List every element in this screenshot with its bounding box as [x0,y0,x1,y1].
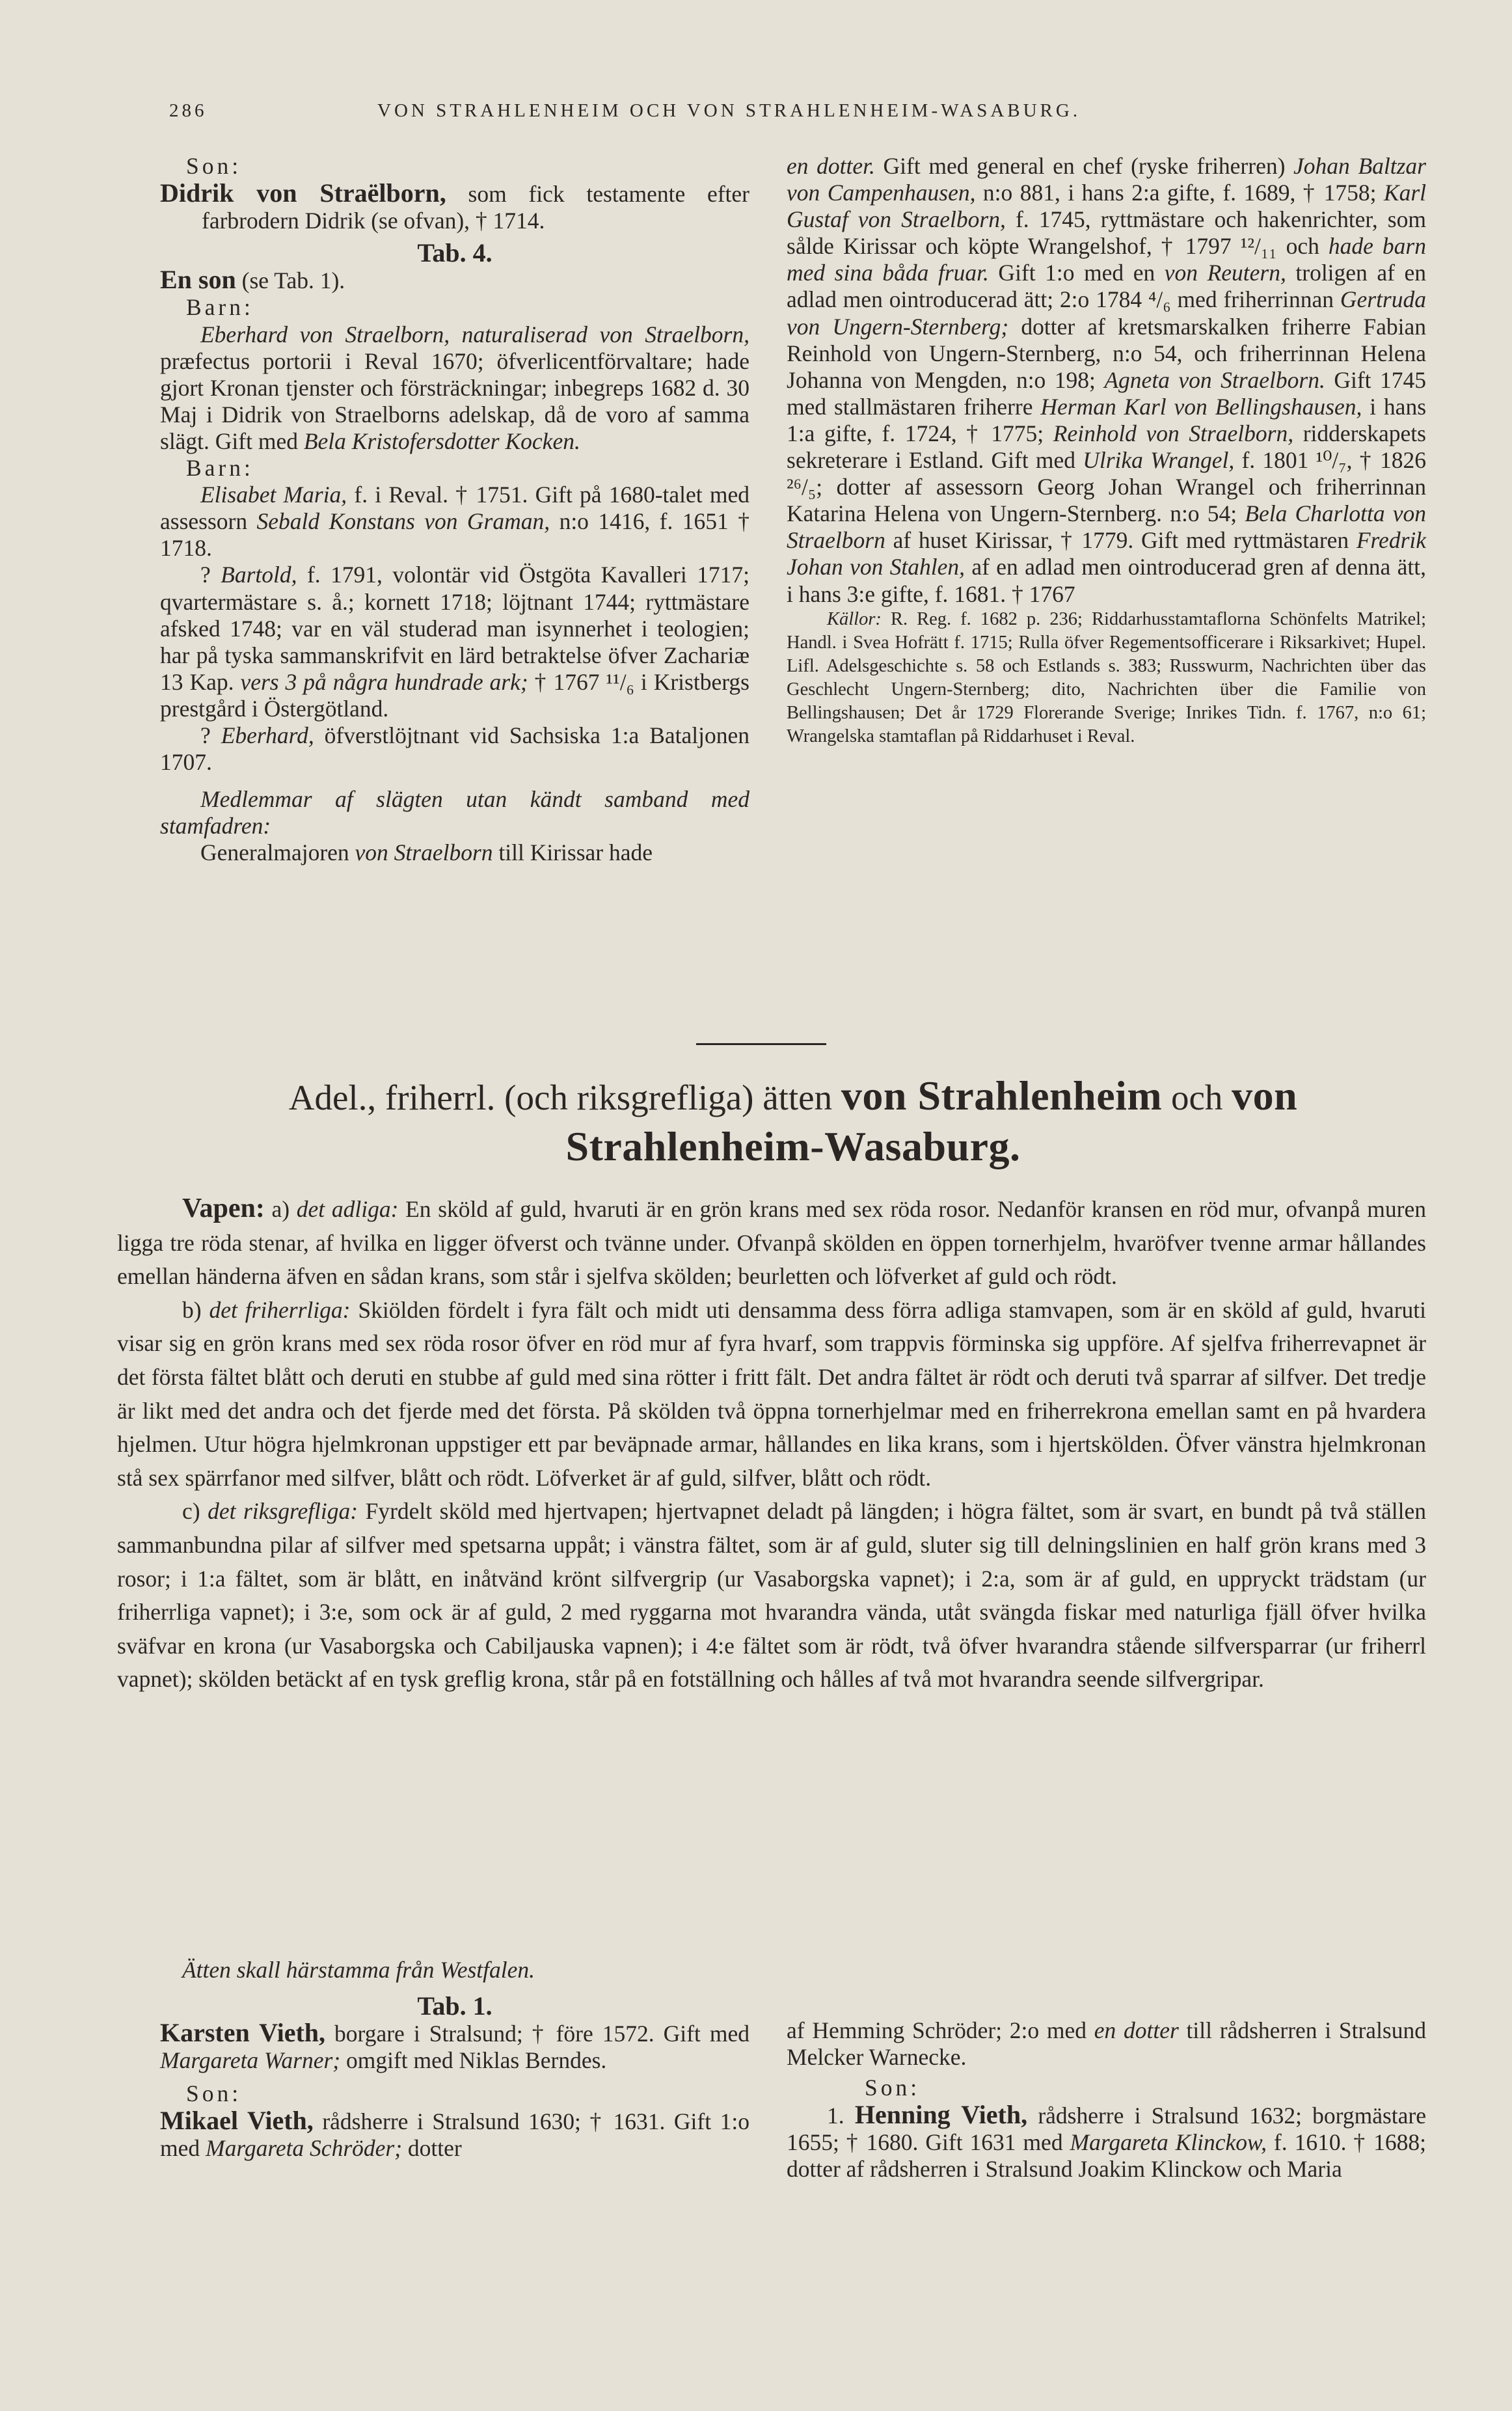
entry-italic: von Reutern, [1164,260,1286,286]
entry-marker: ? [200,722,221,748]
entry-italic: Sebald Konstans von Graman, [256,508,550,535]
tab-heading: Tab. 1. [417,1991,493,2021]
entry-marker: 1. [827,2103,855,2129]
entry-text: af huset Kirissar, † 1779. Gift med ryttmästaren [885,527,1357,554]
entry-text: ridderskapets sekreterare i Estland. Gift med [787,420,1426,474]
entry-italic: Bela Charlotta von Straelborn [787,500,1426,554]
entry-italic: Karl Gustaf von Straelborn, [787,180,1426,233]
person-name: En son [160,265,236,295]
entry-italic: Gertruda von Ungern-Sternberg; [787,286,1426,340]
right-column-bottom [787,2017,1426,2183]
person-name: Karsten Vieth, [160,2018,326,2048]
family-name-1: von Strahlenheim [841,1072,1163,1119]
son-label: Son: [865,2075,921,2101]
arms-c-title: det riksgrefliga: [208,1498,358,1525]
entry-italic: Ulrika Wrangel, [1083,447,1235,474]
arms-a-title: det adliga: [296,1196,399,1222]
section-divider [696,1043,826,1045]
barn-label: Barn: [186,455,254,482]
entry-italic: en dotter [1094,2017,1179,2043]
entry-text: f. i Reval. † 1751. Gift på 1680-talet med assessorn [160,482,749,535]
entry-text: af Hemming Schröder; 2:o med [787,2017,1094,2043]
son-label: Son: [186,153,242,179]
entry-italic: Eberhard, [221,722,314,748]
entry-italic: Fredrik Johan von Stahlen, [787,527,1426,580]
entry-italic: Agneta von Straelborn. [1104,366,1325,393]
entry-text: af en adlad men ointroducerad gren af denna ätt, i hans 3:e gifte, f. 1681. † 1767 [787,554,1426,607]
entry-italic: Reinhold von Straelborn, [1053,420,1294,446]
entry-marker: ? [200,562,221,588]
person-name: Mikael Vieth, [160,2106,314,2136]
right-column-top [787,153,1426,748]
origin-text: Ätten skall härstamma från Westfalen. [182,1957,535,1983]
entry-italic: Eberhard von Straelborn, naturaliserad von Straelborn, [200,321,749,347]
entry-text: f. 1745, ryttmästare och hakenrichter, som sålde Kirissar och köpte Wrangelshof, † 1797 ¹²/₁₁ och [787,206,1426,260]
entry-italic: Elisabet Maria, [200,482,347,508]
son-label: Son: [186,2080,242,2107]
entry-text: Gift 1745 med stallmästaren friherre [787,366,1427,420]
origin-line [182,1957,768,1983]
family-heading [160,1072,1426,1172]
arms-c-text: Fyrdelt sköld med hjertvapen; hjertvapnet deladt på längden; i högra fältet, som är svart, en bundt på två ställen sammanbundna pilar af silfver med spetsarna uppåt; i vänstra fältet, som är af guld, sluter sig till delningslinien en half grön krans med 3 rosor; i 1:a fältet, som är blått, en inåtvänd krönt silfvergrip (ur Vasaborgska vapnet); i 2:a, som är af guld, en uppryckt trädstam (ur friherrliga vapnet); i 3:e, som ock är af guld, 2 med ryggarna mot hvarandra vända, utåt svängda fiskar med naturliga fjäll öfver hvilka sväfvar en krona (ur Vasaborgska och Cabiljauska vapnen); i 4:e fältet som är rödt, två öfver hvarandra stående silfversparrar (ur friherrl vapnet); skölden betäckt af en tysk greflig krona, står på en fotställning och hålles af två mot hvarandra seende silfvergripar. [117,1498,1426,1693]
arms-section [117,1192,1426,1696]
entry-text: (se Tab. 1). [236,267,345,294]
entry-text: † 1767 ¹¹/₆ i Kristbergs prestgård i Östergötland. [160,668,749,722]
entry-text: f. 1610. † 1688; dotter af rådsherren i Stralsund Joakim Klinckow och Maria [787,2129,1426,2183]
entry-italic: Herman Karl von Bellingshausen, [1040,393,1362,420]
entry-text: n:o 881, i hans 2:a gifte, f. 1689, † 1758; [975,180,1384,206]
entry-text: dotter [402,2135,462,2162]
person-name: Henning Vieth, [854,2100,1028,2130]
entry-italic: en dotter. [787,153,875,179]
family-heading-mid: och [1162,1078,1232,1117]
entry-italic: Margareta Schröder; [206,2135,403,2162]
arms-b-label: b) [182,1296,209,1323]
entry-italic: Johan Baltzar von Campenhausen, [787,153,1426,206]
entry-text: præfectus portorii i Reval 1670; öfverlicentförvaltare; hade gjort Kronan tjenster och försträckningar; inbegreps 1682 d. 30 Maj i Didrik von Straelborns adelskap, då de voro af samma slägt. Gift med [160,347,749,454]
barn-label: Barn: [186,294,254,321]
running-title: VON STRAHLENHEIM OCH VON STRAHLENHEIM-WASABURG. [377,100,1081,121]
entry-italic: Bela Kristofersdotter Kocken. [303,428,580,454]
entry-text: öfverstlöjtnant vid Sachsiska 1:a Bataljonen 1707. [160,722,749,776]
family-heading-prefix: Adel., friherrl. (och riksgrefliga) ätten [288,1078,841,1117]
entry-text: till Kirissar hade [493,839,653,866]
arms-b-title: det friherrliga: [209,1296,351,1323]
arms-a-text: En sköld af guld, hvaruti är en grön krans med sex röda rosor. Nedanför kransen en röd mur, ofvanpå muren ligga tre röda stenar, af hvilka en ligger öfverst och tvänne under. Ofvanpå skölden en öppen tornerhjelm, hvaröfver tvenne armar hållandes emellan händerna äfven en sådan krans, som står i sjelfva skölden; beurletten och löfverket af guld och rödt. [117,1196,1426,1290]
entry-text: borgare i Stralsund; † före 1572. Gift med [325,2021,749,2047]
entry-text: n:o 1416, f. 1651 † 1718. [160,508,749,562]
family-name-2b: Strahlenheim-Wasaburg. [565,1123,1021,1169]
entry-text: rådsherre i Stralsund 1630; † 1631. Gift 1:o med [160,2108,750,2162]
arms-lead: Vapen: [182,1193,265,1223]
sources-text: R. Reg. f. 1682 p. 236; Riddarhusstamtaflorna Schönfelts Matrikel; Handl. i Svea Hofrätt f. 1715; Rulla öfver Regementsofficerare i Riksarkivet; Hupel. Lifl. Adelsgeschichte s. 58 och Estlands s. 383; Russwurm, Nachrichten über das Geschlecht Ungern-Sternberg; dito, Nachrichten über die Familie von Bellingshausen; Det år 1729 Florerande Sverige; Inrikes Tidn. f. 1767, n:o 61; Wrangelska stamtaflan på Riddarhuset i Reval. [787,608,1426,746]
sources-label: Källor: [827,608,882,629]
entry-italic: hade barn med sina båda fruar. [787,233,1426,286]
page-number: 286 [169,100,208,121]
left-column-bottom [160,1993,749,2162]
entry-italic: Medlemmar af slägten utan kändt samband med stamfadren: [160,786,749,839]
left-column-top [160,153,749,866]
entry-text: rådsherre i Stralsund 1632; borgmästare 1655; † 1680. Gift 1631 med [787,2103,1426,2156]
entry-italic: Margareta Warner; [160,2047,341,2074]
entry-text: Gift 1:o med en [988,260,1165,286]
entry-text: omgift med Niklas Berndes. [340,2047,607,2074]
arms-a-label: a) [264,1196,297,1222]
entry-italic: von Straelborn [355,839,493,866]
entry-italic: Bartold, [221,562,297,588]
entry-italic: Margareta Klinckow, [1070,2129,1267,2156]
entry-italic: vers 3 på några hundrade ark; [240,668,528,695]
entry-text: som fick testamente efter farbrodern Didrik (se ofvan), † 1714. [202,181,749,234]
entry-text: Gift med general en chef (ryske friherren) [874,153,1294,179]
entry-text: troligen af en adlad men ointroducerad ätt; 2:o 1784 ⁴/₆ med friherrinnan [787,260,1426,313]
entry-text: dotter af kretsmarskalken friherre Fabian Reinhold von Ungern-Sternberg, n:o 54, och friherrinnan Helena Johanna von Mengden, n:o 198; [787,313,1426,393]
entry-text: Generalmajoren [200,839,355,866]
arms-b-text: Skiölden fördelt i fyra fält och midt uti densamma dess förra adliga stamvapen, som är en sköld af guld, hvaruti visar sig en grön krans med sex röda rosor öfver en röd mur af fyra hvarf, som trappvis förminska sig uppföre. Af sjelfva friherrevapnet är det första fältet blått och deruti en stubbe af guld med sina rötter i fritt fält. Det andra fältet är rödt och deruti två sparrar af silfver. Det tredje är likt med det andra och det fjerde med det första. På skölden två öppna tornerhjelmar med en friherrekrona emellan samt en på hvardera hjelmen. Utur högra hjelmkronan uppstiger ett par beväpnade armar, hållandes en lika krans, som i hjertskölden. Öfver vänstra hjelmkronan stå sex spärrfanor med silfver, blått och rödt. Löfverket är af guld, silfver, blått och rödt. [117,1296,1426,1491]
family-name-2a: von [1232,1072,1298,1119]
entry-text: i hans 1:a gifte, f. 1724, † 1775; [787,393,1427,446]
entry-text: till rådsherren i Stralsund Melcker Warnecke. [787,2017,1426,2071]
entry-text: f. 1791, volontär vid Östgöta Kavalleri 1717; qvartermästare s. å.; kornett 1718; löjtnant 1744; ryttmästare afsked 1748; var en väl studerad man isynnerhet i teologien; har på tyska sammanskrifvit en lärd betraktelse öfver Zachariæ 13 Kap. [160,562,749,695]
entry-text: f. 1801 ¹⁰/₇, † 1826 ²⁶/₅; dotter af assessorn Georg Johan Wrangel och friherrinnan Katarina Helena von Ungern-Sternberg. n:o 54; [787,447,1427,527]
person-name: Didrik von Straëlborn, [160,178,446,208]
arms-c-label: c) [182,1498,208,1525]
tab-heading: Tab. 4. [417,238,493,268]
